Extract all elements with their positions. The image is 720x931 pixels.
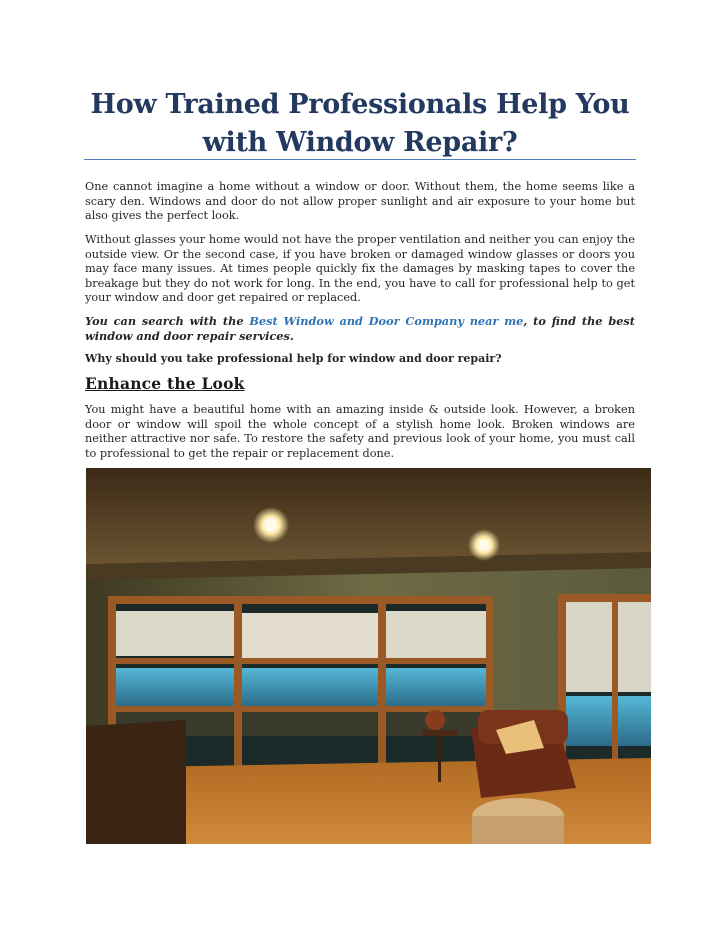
title-underline-rule <box>84 159 636 160</box>
page-title: How Trained Professionals Help You with Window Repair? <box>90 89 630 158</box>
search-tip-lead: You can search with the <box>85 314 250 328</box>
company-link[interactable]: Best Window and Door Company near me <box>249 314 524 328</box>
question-line: Why should you take professional help for window and door repair? <box>85 352 502 365</box>
search-tip-paragraph <box>85 314 635 343</box>
section-heading: Enhance the Look <box>85 374 245 393</box>
ventilation-paragraph: Without glasses your home would not have the proper ventilation and neither you can enjoy the outside view. Or the second case, if you have broken or damaged window glasses or doors you may face many issues. At times people quickly fix the damages by masking tapes to cover the breakage but they do not work for long. In the end, you have to call for professional help to get your window and door get repaired or replaced. <box>85 233 635 305</box>
intro-paragraph: One cannot imagine a home without a window or door. Without them, the home seems like a scary den. Windows and door do not allow proper sunlight and air exposure to your home but also gives the perfect look. <box>85 180 635 223</box>
search-tip-tail: , to find the best window and door repair services. <box>85 314 635 343</box>
enhance-paragraph: You might have a beautiful home with an amazing inside & outside look. However, a broken door or window will spoil the whole concept of a stylish home look. Broken windows are neither attractive nor safe. To restore the safety and previous look of your home, you must call to professional to get the repair or replacement done. <box>85 403 635 460</box>
living-room-windows-photo <box>86 468 651 844</box>
